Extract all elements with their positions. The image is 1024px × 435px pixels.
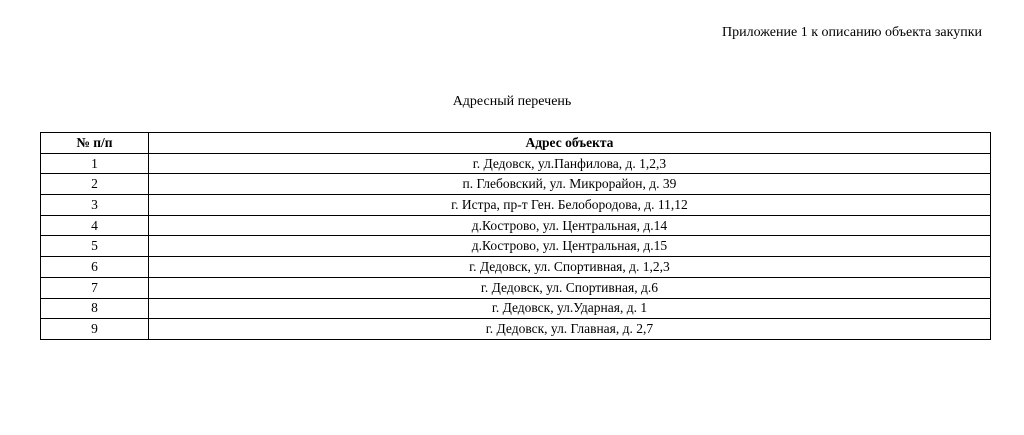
row-number: 4 <box>41 215 149 236</box>
row-number: 1 <box>41 153 149 174</box>
table-row <box>41 153 991 174</box>
table-row <box>41 236 991 257</box>
row-address: г. Дедовск, ул.Панфилова, д. 1,2,3 <box>148 153 990 174</box>
address-table <box>40 132 991 340</box>
table-row <box>41 319 991 340</box>
row-number: 5 <box>41 236 149 257</box>
row-number: 8 <box>41 298 149 319</box>
row-address: п. Глебовский, ул. Микрорайон, д. 39 <box>148 174 990 195</box>
row-number: 2 <box>41 174 149 195</box>
document-title: Адресный перечень <box>452 94 572 109</box>
row-address: г. Дедовск, ул.Ударная, д. 1 <box>148 298 990 319</box>
table-row <box>41 174 991 195</box>
row-address: г. Дедовск, ул. Спортивная, д. 1,2,3 <box>148 257 990 278</box>
row-number: 7 <box>41 277 149 298</box>
table-row <box>41 195 991 216</box>
row-address: д.Кострово, ул. Центральная, д.15 <box>148 236 990 257</box>
header-address: Адрес объекта <box>148 133 990 154</box>
row-number: 6 <box>41 257 149 278</box>
row-address: г. Истра, пр-т Ген. Белобородова, д. 11,12 <box>148 195 990 216</box>
row-address: г. Дедовск, ул. Спортивная, д.6 <box>148 277 990 298</box>
table-row <box>41 277 991 298</box>
header-number: № п/п <box>41 133 149 154</box>
table-row <box>41 298 991 319</box>
table-header-row <box>41 133 991 154</box>
row-address: г. Дедовск, ул. Главная, д. 2,7 <box>148 319 990 340</box>
row-number: 3 <box>41 195 149 216</box>
row-number: 9 <box>41 319 149 340</box>
table-row <box>41 215 991 236</box>
row-address: д.Кострово, ул. Центральная, д.14 <box>148 215 990 236</box>
appendix-note: Приложение 1 к описанию объекта закупки <box>722 25 982 40</box>
table-row <box>41 257 991 278</box>
